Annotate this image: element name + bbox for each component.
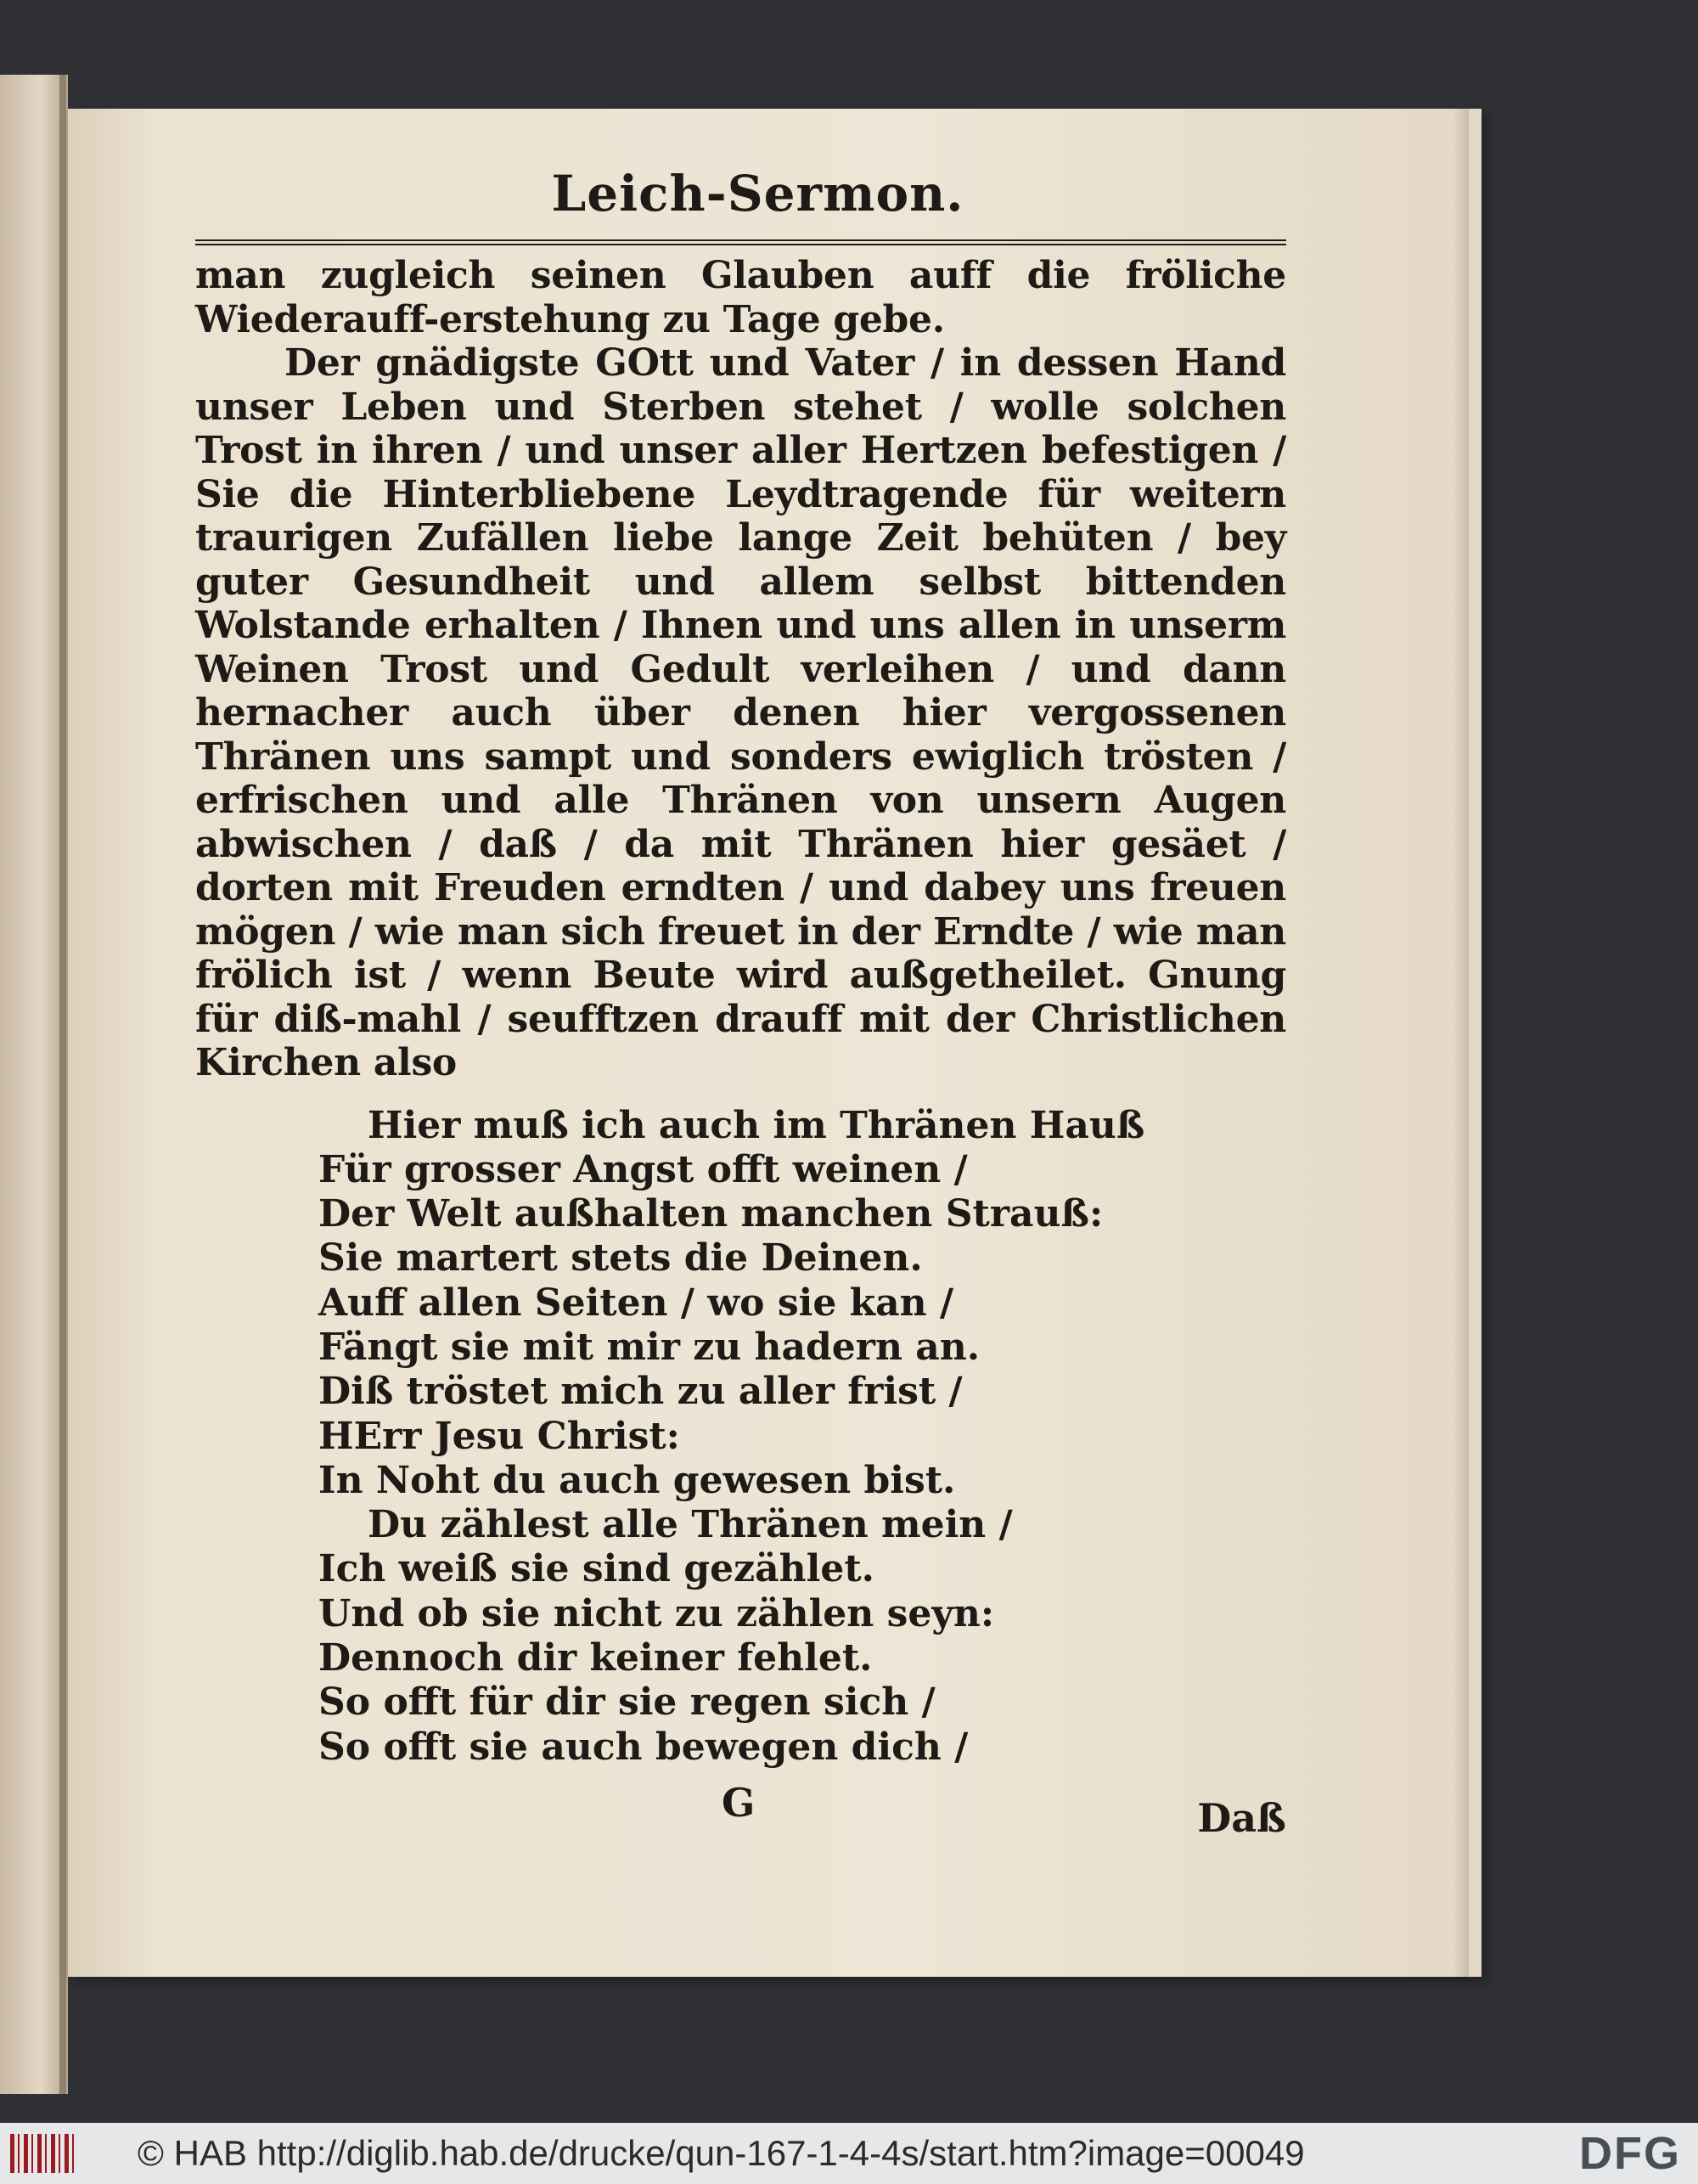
signature-mark: G: [722, 1779, 756, 1826]
facing-page-edge: [0, 75, 68, 2094]
verse-line: Diß tröstet mich zu aller frist /: [318, 1370, 963, 1414]
header-rule: [195, 239, 1286, 245]
hab-barcode-icon: [10, 2134, 78, 2173]
verse-line: In Noht du auch gewesen bist.: [318, 1458, 956, 1502]
catchword: Daß: [1197, 1794, 1286, 1841]
verse-line: Sie martert stets die Deinen.: [318, 1236, 923, 1281]
scanned-page: [68, 109, 1482, 1977]
verse-line: Hier muß ich auch im Thränen Hauß: [368, 1103, 1145, 1147]
running-head: Leich-Sermon.: [551, 165, 964, 222]
hymn-verse: [318, 1104, 1286, 1770]
verse-line: Ich weiß sie sind gezählet.: [318, 1547, 874, 1591]
verse-line: So offt sie auch bewegen dich /: [318, 1725, 969, 1769]
page-edge-shadow: [1453, 109, 1469, 1977]
page-footer-line: [195, 1780, 1286, 1839]
verse-line: Du zählest alle Thränen mein /: [368, 1503, 1013, 1547]
prose-body: [195, 254, 1286, 1085]
verse-line: Der Welt außhalten manchen Strauß:: [318, 1192, 1104, 1236]
prose-paragraph: man zugleich seinen Glauben auff die fröliche Wiederauff-erstehung zu Tage gebe.: [195, 254, 1286, 341]
verse-line: Dennoch dir keiner fehlet.: [318, 1636, 873, 1680]
verse-line: So offt für dir sie regen sich /: [318, 1680, 936, 1725]
facing-page-gutter: [59, 75, 66, 2094]
verse-line: Auff allen Seiten / wo sie kan /: [318, 1281, 954, 1325]
verse-line: Fängt sie mit mir zu hadern an.: [318, 1325, 981, 1369]
verse-line: HErr Jesu Christ:: [318, 1414, 680, 1458]
verse-line: Und ob sie nicht zu zählen seyn:: [318, 1591, 995, 1635]
viewer-footer: [0, 2123, 1698, 2184]
prose-paragraph: Der gnädigste GOtt und Vater / in dessen Hand unser Leben und Sterben stehet / wolle solchen Trost in ihren / und unser aller Hertzen befestigen / Sie die Hinterbliebene Leydtragende für weitern traurigen Zufällen liebe lange Zeit behüten / bey guter Gesundheit und allem selbst bittenden Wolstande erhalten / Ihnen und uns allen in unserm Weinen Trost und Gedult verleihen / und dann hernacher auch über denen hier vergossenen Thränen uns sampt und sonders ewiglich trösten / erfrischen und alle Thränen von unsern Augen abwischen / daß / da mit Thränen hier gesäet / dorten mit Freuden erndten / und dabey uns freuen mögen / wie man sich freuet in der Erndte / wie man frölich ist / wenn Beute wird außgetheilet. Gnung für diß-mahl / seufftzen drauff mit der Christlichen Kirchen also: [195, 341, 1286, 1084]
dfg-logo: DFG: [1579, 2128, 1681, 2179]
verse-line: Für grosser Angst offt weinen /: [318, 1147, 968, 1191]
text-block: [195, 160, 1286, 1839]
copyright-link[interactable]: © HAB http://diglib.hab.de/drucke/qun-167-1-4-4s/start.htm?image=00049: [138, 2133, 1305, 2173]
